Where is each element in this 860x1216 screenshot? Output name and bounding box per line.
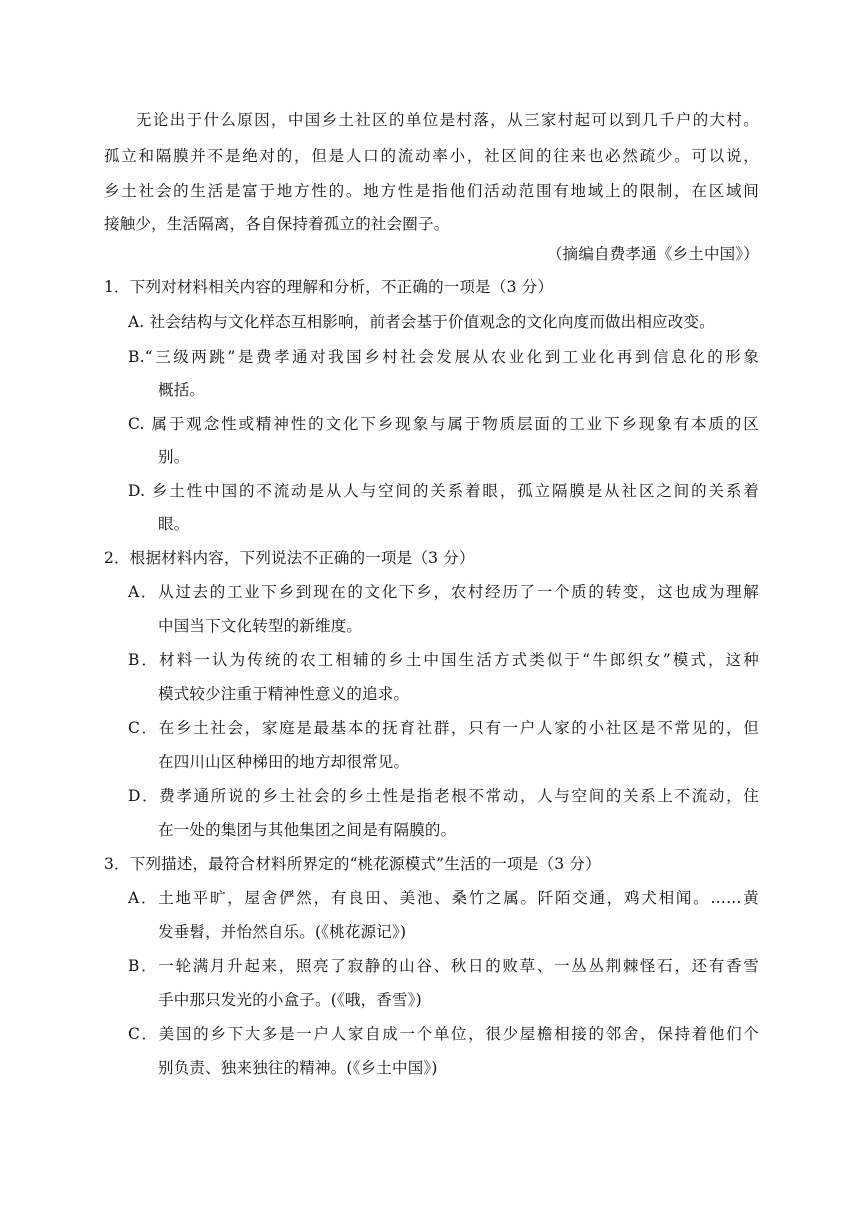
option-d: D. 乡土性中国的不流动是从人与空间的关系着眼，孤立隔膜是从社区之间的关系着	[128, 482, 759, 500]
question-stem: 1．下列对材料相关内容的理解和分析，不正确的一项是（3 分）	[104, 278, 554, 296]
option-d-continued: 在一处的集团与其他集团之间是有隔膜的。	[158, 821, 457, 839]
option-b: B．材料一认为传统的农工相辅的乡土中国生活方式类似于“牛郎织女”模式，这种	[128, 651, 759, 669]
question-stem: 3．下列描述，最符合材料所界定的“桃花源模式”生活的一项是（3 分）	[104, 855, 601, 873]
option-c: C．美国的乡下大多是一户人家自成一个单位，很少屋檐相接的邻舍，保持着他们个	[128, 1025, 759, 1043]
passage-line: 无论出于什么原因，中国乡土社区的单位是村落，从三家村起可以到几千户的大村。	[136, 111, 759, 129]
passage-source: （摘编自费孝通《乡土中国》）	[546, 245, 759, 263]
option-a: A．土地平旷，屋舍俨然，有良田、美池、桑竹之属。阡陌交通，鸡犬相闻。……黄	[128, 889, 759, 907]
option-b: B．一轮满月升起来，照亮了寂静的山谷、秋日的败草、一丛丛荆棘怪石，还有香雪	[128, 957, 759, 975]
option-c-continued: 别负责、独来独往的精神。(《乡土中国》)	[158, 1059, 438, 1077]
option-d: D．费孝通所说的乡土社会的乡土性是指老根不常动，人与空间的关系上不流动，住	[128, 787, 759, 805]
option-a: A．从过去的工业下乡到现在的文化下乡，农村经历了一个质的转变，这也成为理解	[128, 583, 759, 601]
option-b-continued: 概括。	[158, 381, 206, 399]
option-c-continued: 在四川山区种梯田的地方却很常见。	[158, 753, 410, 771]
option-a-continued: 中国当下文化转型的新维度。	[158, 617, 363, 635]
question-stem: 2．根据材料内容，下列说法不正确的一项是（3 分）	[104, 549, 475, 567]
option-b: B.“三级两跳”是费孝通对我国乡村社会发展从农业化到工业化再到信息化的形象	[128, 348, 759, 366]
passage-line: 孤立和隔膜并不是绝对的，但是人口的流动率小，社区间的往来也必然疏少。可以说，	[104, 147, 759, 165]
passage-line: 乡土社会的生活是富于地方性的。地方性是指他们活动范围有地域上的限制，在区域间	[104, 182, 759, 200]
option-b-continued: 手中那只发光的小盒子。(《哦，香雪》)	[158, 991, 422, 1009]
option-c: C. 属于观念性或精神性的文化下乡现象与属于物质层面的工业下乡现象有本质的区	[128, 415, 759, 433]
option-a: A. 社会结构与文化样态互相影响，前者会基于价值观念的文化向度而做出相应改变。	[128, 313, 715, 331]
option-c-continued: 别。	[158, 448, 190, 466]
option-b-continued: 模式较少注重于精神性意义的追求。	[158, 685, 410, 703]
option-a-continued: 发垂髫，并怡然自乐。(《桃花源记》)	[158, 923, 407, 941]
option-c: C．在乡土社会，家庭是最基本的抚育社群，只有一户人家的小社区是不常见的，但	[128, 719, 759, 737]
option-d-continued: 眼。	[158, 515, 190, 533]
passage-line: 接触少，生活隔离，各自保持着孤立的社会圈子。	[104, 215, 450, 233]
